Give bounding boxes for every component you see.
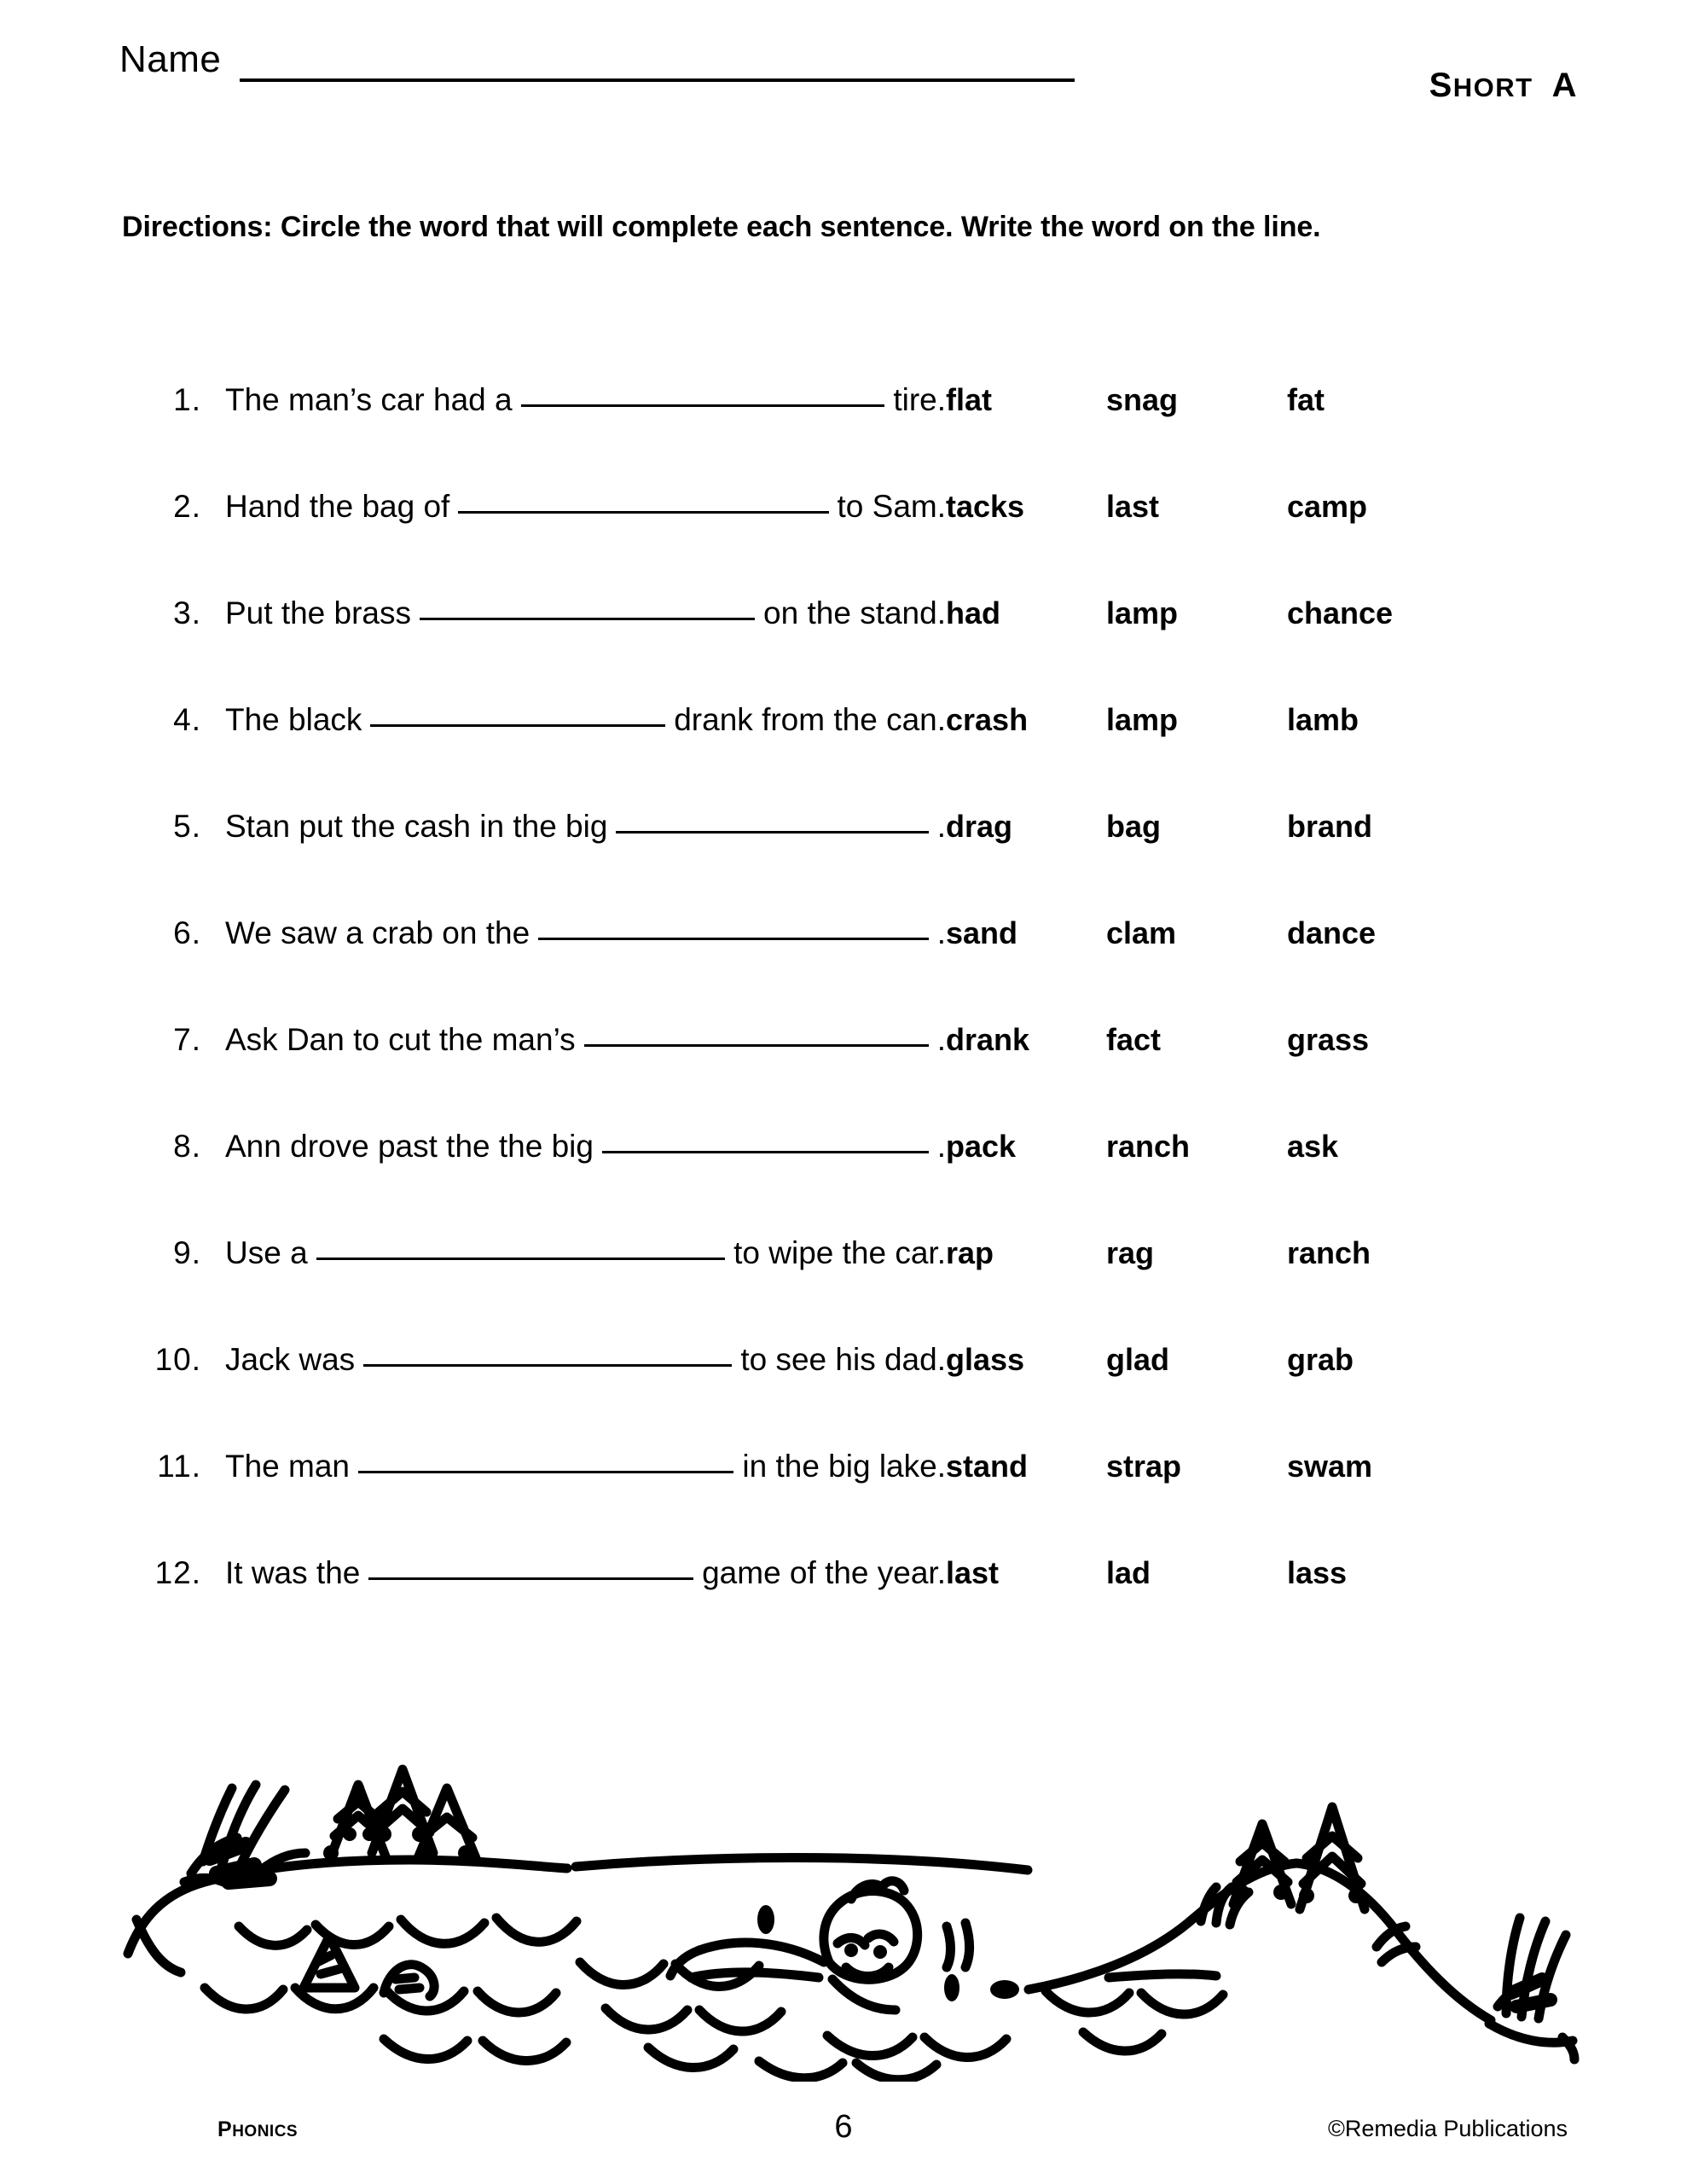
sentence-text-before: The black (225, 702, 362, 737)
word-choice[interactable]: crash (946, 702, 1029, 737)
question-number: 2. (173, 489, 201, 524)
question-row (119, 915, 1620, 1022)
word-choices (946, 702, 1620, 738)
answer-blank-line[interactable] (420, 618, 755, 620)
page-footer (119, 2109, 1568, 2157)
sentence-text-after: to see his dad. (740, 1342, 946, 1377)
word-choice[interactable]: drag (946, 809, 1013, 844)
question-sentence (225, 1342, 946, 1378)
word-choice[interactable]: rap (946, 1235, 994, 1270)
word-choices (946, 595, 1620, 631)
word-choice[interactable]: ask (1287, 1129, 1339, 1164)
page-title-letter: A (1551, 67, 1578, 104)
sentence-text-before: We saw a crab on the (225, 915, 530, 950)
word-choice[interactable]: lass (1287, 1555, 1348, 1590)
answer-blank-line[interactable] (602, 1151, 929, 1153)
word-choice[interactable]: clam (1106, 915, 1177, 950)
sentence-text-before: The man’s car had a (225, 382, 513, 417)
word-choice[interactable]: snag (1106, 382, 1179, 417)
footer-subject-rest: HONICS (232, 2123, 299, 2140)
sentence-text-before: Ask Dan to cut the man’s (225, 1022, 576, 1057)
word-choice[interactable]: stand (946, 1449, 1029, 1484)
name-field-row (119, 38, 1075, 82)
name-label: Name (119, 38, 222, 80)
sentence-text-before: Ann drove past the the big (225, 1129, 594, 1164)
question-sentence (225, 595, 946, 631)
answer-blank-line[interactable] (458, 511, 828, 514)
question-list (119, 382, 1620, 1662)
sentence-text-after: in the big lake. (742, 1449, 946, 1484)
question-number: 4. (173, 702, 201, 737)
sentence-text-before: Hand the bag of (225, 489, 450, 524)
question-sentence (225, 1129, 946, 1165)
answer-blank-line[interactable] (370, 724, 665, 727)
question-number: 1. (173, 382, 201, 417)
question-number: 10. (154, 1342, 201, 1377)
question-row (119, 1022, 1620, 1129)
word-choice[interactable]: fat (1287, 382, 1325, 417)
answer-blank-line[interactable] (316, 1258, 725, 1260)
word-choice[interactable]: fact (1106, 1022, 1162, 1057)
word-choice[interactable]: ranch (1287, 1235, 1371, 1270)
answer-blank-line[interactable] (616, 831, 928, 834)
sentence-text-after: . (936, 1022, 946, 1057)
answer-blank-line[interactable] (363, 1364, 732, 1367)
word-choice[interactable]: camp (1287, 489, 1368, 524)
answer-blank-line[interactable] (358, 1471, 733, 1473)
question-row (119, 489, 1620, 595)
sentence-text-before: Use a (225, 1235, 308, 1270)
question-row (119, 1235, 1620, 1342)
question-row (119, 1555, 1620, 1662)
word-choice[interactable]: glad (1106, 1342, 1170, 1377)
question-number: 11. (157, 1449, 201, 1484)
word-choices (946, 1555, 1620, 1591)
word-choices (946, 489, 1620, 525)
word-choice[interactable]: brand (1287, 809, 1373, 844)
word-choice[interactable]: strap (1106, 1449, 1182, 1484)
word-choice[interactable]: sand (946, 915, 1018, 950)
word-choices (946, 809, 1620, 845)
sentence-text-before: Put the brass (225, 595, 412, 630)
copyright-notice: ©Remedia Publications (1327, 2116, 1568, 2141)
word-choice[interactable]: pack (946, 1129, 1017, 1164)
word-choice[interactable]: tacks (946, 489, 1025, 524)
sentence-text-after: . (936, 809, 946, 844)
footer-subject-initial: P (217, 2117, 233, 2141)
word-choices (946, 1022, 1620, 1058)
word-choice[interactable]: last (1106, 489, 1160, 524)
word-choice[interactable]: lamp (1106, 595, 1179, 630)
question-row (119, 809, 1620, 915)
answer-blank-line[interactable] (584, 1044, 929, 1047)
page-title-initial: S (1429, 67, 1453, 104)
word-choices (946, 1449, 1620, 1484)
question-number: 5. (173, 809, 201, 844)
word-choices (946, 1235, 1620, 1271)
word-choice[interactable]: lamb (1287, 702, 1359, 737)
word-choice[interactable]: grab (1287, 1342, 1354, 1377)
question-sentence (225, 1449, 946, 1484)
question-row (119, 1129, 1620, 1235)
question-row (119, 1342, 1620, 1449)
question-number: 3. (173, 595, 201, 630)
word-choice[interactable]: drank (946, 1022, 1030, 1057)
question-number: 6. (173, 915, 201, 950)
question-row (119, 702, 1620, 809)
question-sentence (225, 809, 946, 845)
question-sentence (225, 489, 946, 525)
word-choice[interactable]: glass (946, 1342, 1025, 1377)
answer-blank-line[interactable] (521, 404, 885, 407)
sentence-text-before: The man (225, 1449, 351, 1484)
page-title (1429, 67, 1578, 105)
question-sentence (225, 1235, 946, 1271)
page-title-rest: HORT (1452, 73, 1533, 102)
sentence-text-after: to Sam. (837, 489, 946, 524)
word-choice[interactable]: last (946, 1555, 1000, 1590)
word-choice[interactable]: swam (1287, 1449, 1373, 1484)
answer-blank-line[interactable] (538, 938, 929, 940)
word-choice[interactable]: lad (1106, 1555, 1151, 1590)
question-sentence (225, 1022, 946, 1058)
word-choices (946, 1129, 1620, 1165)
word-choice[interactable]: chance (1287, 595, 1394, 630)
sentence-text-before: It was the (225, 1555, 361, 1590)
question-row (119, 595, 1620, 702)
word-choice[interactable]: bag (1106, 809, 1162, 844)
directions-text: Directions: Circle the word that will complete each sentence. Write the word on the line. (122, 211, 1321, 243)
name-input-line[interactable] (240, 78, 1075, 82)
question-row (119, 382, 1620, 489)
page-number: 6 (834, 2109, 853, 2145)
word-choice[interactable]: rag (1106, 1235, 1155, 1270)
word-choice[interactable]: ranch (1106, 1129, 1191, 1164)
sentence-text-after: on the stand. (763, 595, 946, 630)
answer-blank-line[interactable] (368, 1577, 693, 1580)
sentence-text-before: Jack was (225, 1342, 356, 1377)
sentence-text-after: . (936, 915, 946, 950)
word-choice[interactable]: dance (1287, 915, 1377, 950)
word-choices (946, 382, 1620, 418)
word-choice[interactable]: grass (1287, 1022, 1370, 1057)
question-number: 9. (173, 1235, 201, 1270)
word-choice[interactable]: flat (946, 382, 992, 417)
sentence-text-before: Stan put the cash in the big (225, 809, 608, 844)
word-choice[interactable]: lamp (1106, 702, 1179, 737)
lake-swimmer-illustration (102, 1706, 1603, 2082)
question-sentence (225, 1555, 946, 1591)
word-choices (946, 915, 1620, 951)
question-sentence (225, 702, 946, 738)
sentence-text-after: tire. (893, 382, 946, 417)
question-sentence (225, 382, 946, 418)
question-number: 7. (173, 1022, 201, 1057)
question-number: 8. (173, 1129, 201, 1164)
sentence-text-after: drank from the can. (674, 702, 946, 737)
question-number: 12. (154, 1555, 201, 1590)
sentence-text-after: . (936, 1129, 946, 1164)
word-choices (946, 1342, 1620, 1378)
word-choice[interactable]: had (946, 595, 1001, 630)
sentence-text-after: game of the year. (702, 1555, 946, 1590)
sentence-text-after: to wipe the car. (733, 1235, 946, 1270)
question-sentence (225, 915, 946, 951)
question-row (119, 1449, 1620, 1555)
